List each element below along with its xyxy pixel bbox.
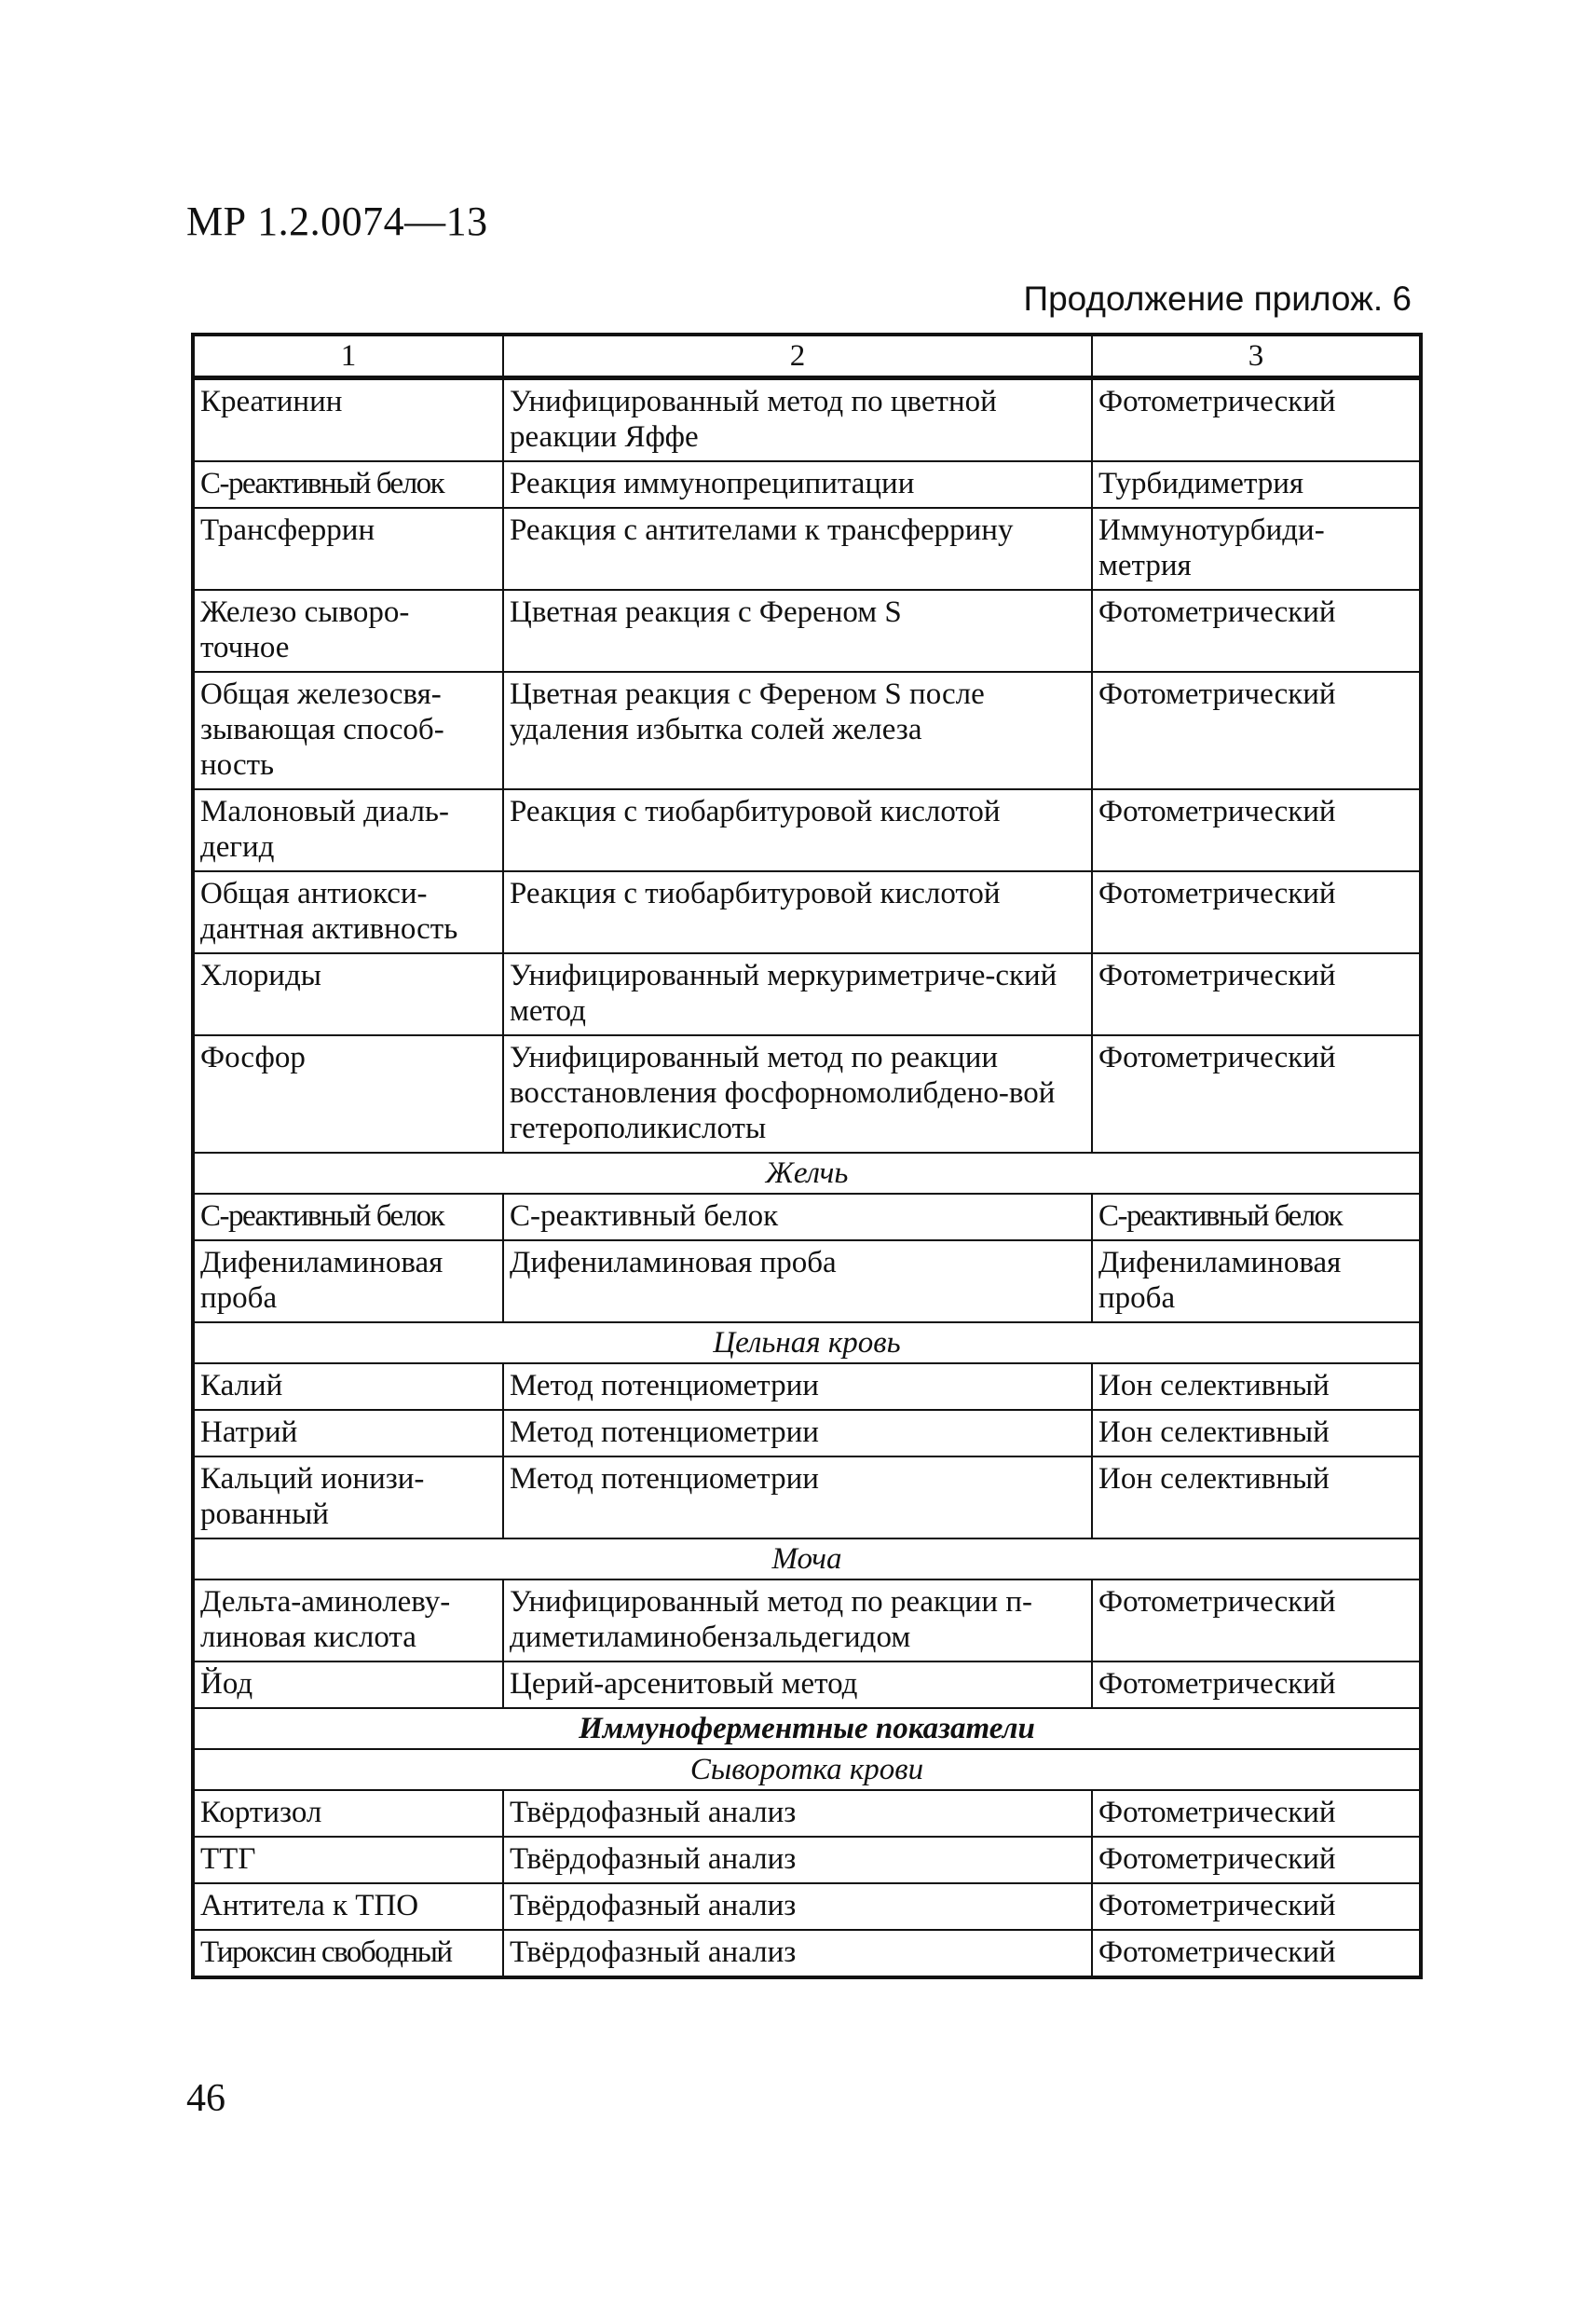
technique-cell: Фотометрический xyxy=(1092,1661,1421,1708)
section-title: Сыворотка крови xyxy=(193,1749,1421,1790)
indicator-cell: ТТГ xyxy=(193,1837,503,1883)
technique-cell: Фотометрический xyxy=(1092,1579,1421,1661)
column-number-row xyxy=(193,335,1421,378)
indicator-cell: Дельта-аминолеву-линовая кислота xyxy=(193,1579,503,1661)
table-row xyxy=(193,1240,1421,1322)
method-cell: Твёрдофазный анализ xyxy=(503,1790,1092,1837)
method-cell: Метод потенциометрии xyxy=(503,1363,1092,1410)
method-cell: Унифицированный метод по цветной реакции Яффе xyxy=(503,378,1092,462)
section-title: Желчь xyxy=(193,1153,1421,1194)
methods-table xyxy=(191,333,1423,1979)
technique-cell: Дифениламиновая проба xyxy=(1092,1240,1421,1322)
table-row xyxy=(193,672,1421,789)
column-number: 1 xyxy=(193,335,503,378)
method-cell: Церий-арсенитовый метод xyxy=(503,1661,1092,1708)
technique-cell: Фотометрический xyxy=(1092,953,1421,1035)
method-cell: Реакция с антителами к трансферрину xyxy=(503,508,1092,590)
section-row xyxy=(193,1749,1421,1790)
table-row xyxy=(193,1837,1421,1883)
section-title: Цельная кровь xyxy=(193,1322,1421,1363)
indicator-cell: Хлориды xyxy=(193,953,503,1035)
table-row xyxy=(193,1194,1421,1240)
table-row xyxy=(193,871,1421,953)
method-cell: Реакция с тиобарбитуровой кислотой xyxy=(503,789,1092,871)
table-row xyxy=(193,1883,1421,1930)
table-row xyxy=(193,1035,1421,1153)
technique-cell: Ион селективный xyxy=(1092,1410,1421,1456)
technique-cell: Фотометрический xyxy=(1092,378,1421,462)
table-row xyxy=(193,1790,1421,1837)
indicator-cell: Кальций ионизи-рованный xyxy=(193,1456,503,1538)
indicator-cell: Общая железосвя-зывающая способ-ность xyxy=(193,672,503,789)
indicator-cell: С-реактивный белок xyxy=(193,1194,503,1240)
table-row xyxy=(193,508,1421,590)
indicator-cell: Калий xyxy=(193,1363,503,1410)
indicator-cell: Трансферрин xyxy=(193,508,503,590)
method-cell: Цветная реакция с Ференом S xyxy=(503,590,1092,672)
method-cell: Унифицированный метод по реакции п-диметиламинобензальдегидом xyxy=(503,1579,1092,1661)
method-cell: Реакция с тиобарбитуровой кислотой xyxy=(503,871,1092,953)
indicator-cell: Креатинин xyxy=(193,378,503,462)
technique-cell: Фотометрический xyxy=(1092,789,1421,871)
table-row xyxy=(193,1363,1421,1410)
method-cell: Унифицированный меркуриметриче-ский метод xyxy=(503,953,1092,1035)
table-row xyxy=(193,1661,1421,1708)
section-row xyxy=(193,1708,1421,1749)
technique-cell: Фотометрический xyxy=(1092,590,1421,672)
indicator-cell: Тироксин свободный xyxy=(193,1930,503,1977)
technique-cell: Фотометрический xyxy=(1092,672,1421,789)
table-row xyxy=(193,590,1421,672)
technique-cell: Фотометрический xyxy=(1092,1790,1421,1837)
column-number: 2 xyxy=(503,335,1092,378)
table-row xyxy=(193,789,1421,871)
section-row xyxy=(193,1538,1421,1579)
table-row xyxy=(193,1410,1421,1456)
indicator-cell: Железо сыворо-точное xyxy=(193,590,503,672)
table-row xyxy=(193,378,1421,462)
method-cell: Реакция иммунопреципитации xyxy=(503,461,1092,508)
technique-cell: Турбидиметрия xyxy=(1092,461,1421,508)
document-code: МР 1.2.0074—13 xyxy=(186,198,488,244)
section-row xyxy=(193,1153,1421,1194)
indicator-cell: Кортизол xyxy=(193,1790,503,1837)
table-row xyxy=(193,1930,1421,1977)
technique-cell: Ион селективный xyxy=(1092,1456,1421,1538)
method-cell: Твёрдофазный анализ xyxy=(503,1883,1092,1930)
technique-cell: Фотометрический xyxy=(1092,871,1421,953)
indicator-cell: Антитела к ТПО xyxy=(193,1883,503,1930)
technique-cell: Иммунотурбиди-метрия xyxy=(1092,508,1421,590)
method-cell: Метод потенциометрии xyxy=(503,1456,1092,1538)
table-row xyxy=(193,461,1421,508)
section-title: Иммуноферментные показатели xyxy=(193,1708,1421,1749)
technique-cell: Фотометрический xyxy=(1092,1035,1421,1153)
technique-cell: Фотометрический xyxy=(1092,1883,1421,1930)
indicator-cell: Общая антиокси-дантная активность xyxy=(193,871,503,953)
method-cell: С-реактивный белок xyxy=(503,1194,1092,1240)
indicator-cell: Фосфор xyxy=(193,1035,503,1153)
indicator-cell: Натрий xyxy=(193,1410,503,1456)
section-title: Моча xyxy=(193,1538,1421,1579)
method-cell: Цветная реакция с Ференом S после удаления избытка солей железа xyxy=(503,672,1092,789)
technique-cell: Фотометрический xyxy=(1092,1930,1421,1977)
indicator-cell: Йод xyxy=(193,1661,503,1708)
method-cell: Унифицированный метод по реакции восстановления фосфорномолибдено-вой гетерополикислоты xyxy=(503,1035,1092,1153)
section-row xyxy=(193,1322,1421,1363)
continuation-label: Продолжение прилож. 6 xyxy=(1023,280,1412,318)
indicator-cell: Дифениламиновая проба xyxy=(193,1240,503,1322)
technique-cell: Фотометрический xyxy=(1092,1837,1421,1883)
method-cell: Твёрдофазный анализ xyxy=(503,1837,1092,1883)
method-cell: Метод потенциометрии xyxy=(503,1410,1092,1456)
table-row xyxy=(193,1579,1421,1661)
method-cell: Твёрдофазный анализ xyxy=(503,1930,1092,1977)
technique-cell: С-реактивный белок xyxy=(1092,1194,1421,1240)
indicator-cell: Малоновый диаль-дегид xyxy=(193,789,503,871)
table-row xyxy=(193,953,1421,1035)
column-number: 3 xyxy=(1092,335,1421,378)
method-cell: Дифениламиновая проба xyxy=(503,1240,1092,1322)
table-row xyxy=(193,1456,1421,1538)
indicator-cell: С-реактивный белок xyxy=(193,461,503,508)
technique-cell: Ион селективный xyxy=(1092,1363,1421,1410)
page-number: 46 xyxy=(186,2077,225,2120)
